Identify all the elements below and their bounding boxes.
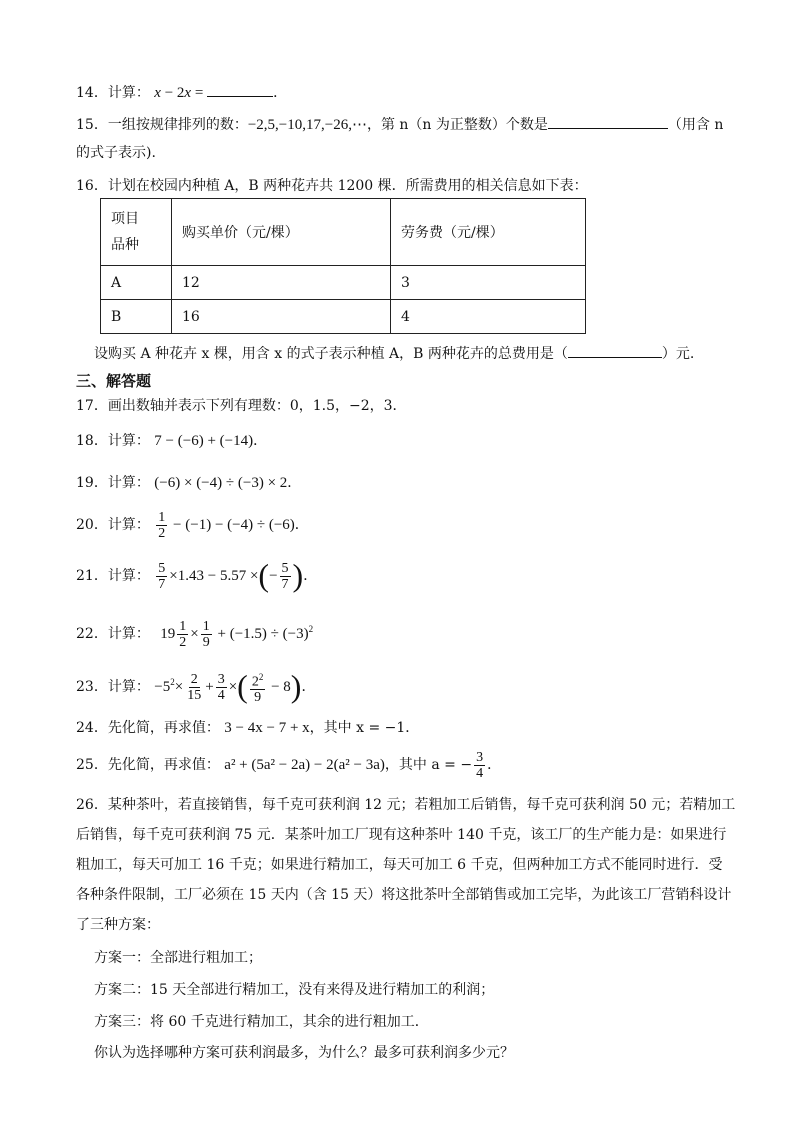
question-label: 先化简，再求值： xyxy=(107,720,220,736)
plan-3: 方案三：将 60 千克进行精加工，其余的进行粗加工． xyxy=(94,1014,429,1030)
paren-open: ( xyxy=(258,556,270,593)
plan-2: 方案二：15 天全部进行精加工，没有来得及进行精加工的利润； xyxy=(94,982,495,998)
math-rest: + (−1.5) ÷ (−3) xyxy=(213,626,309,642)
period: ． xyxy=(303,568,318,584)
math-rest: − (−1) − (−4) ÷ (−6) xyxy=(169,517,295,533)
table-row xyxy=(101,266,586,300)
question-number: 14． xyxy=(76,85,108,101)
var-x: x xyxy=(154,85,161,101)
math-op: × xyxy=(190,626,199,642)
math-sequence: −2,5,−10,17,−26,⋯ xyxy=(247,117,367,133)
question-16 xyxy=(76,176,588,196)
fraction-den: 9 xyxy=(254,690,262,706)
paren-close: ) xyxy=(290,667,302,704)
question-label: 先化简，再求值： xyxy=(107,757,220,773)
fraction-den: 4 xyxy=(217,688,225,704)
fraction xyxy=(185,672,203,703)
math-op: + xyxy=(205,679,214,695)
answer-blank[interactable] xyxy=(568,343,662,358)
fraction-num: 5 xyxy=(281,561,289,577)
table-cell: B xyxy=(101,300,172,334)
math-expression xyxy=(154,510,295,542)
question-condition: ，其中 a = − xyxy=(384,757,473,773)
fraction xyxy=(250,670,266,706)
question-25 xyxy=(76,748,501,782)
math-expression xyxy=(154,667,302,706)
fraction-den: 2 xyxy=(179,635,187,651)
period: ． xyxy=(273,85,288,101)
question-number: 25． xyxy=(76,757,108,773)
fraction xyxy=(156,510,167,541)
question-number: 21． xyxy=(76,568,108,584)
cost-table xyxy=(100,198,586,334)
table-cell: 16 xyxy=(172,300,391,334)
exponent: 2 xyxy=(170,677,175,687)
fraction xyxy=(474,750,485,781)
question-text: 画出数轴并表示下列有理数：0，1.5，−2，3． xyxy=(107,398,407,414)
math-expression xyxy=(154,85,207,101)
exponent: 2 xyxy=(308,624,314,634)
question-number: 17． xyxy=(76,398,108,414)
question-text: 的式子表示). xyxy=(76,145,156,161)
fraction xyxy=(201,619,212,650)
fraction-num: 3 xyxy=(217,672,225,688)
question-23 xyxy=(76,660,315,710)
question-label: 计算： xyxy=(107,475,150,491)
question-text: 计划在校园内种植 A，B 两种花卉共 1200 棵．所需费用的相关信息如下表： xyxy=(107,178,588,194)
fraction-den: 9 xyxy=(202,635,210,651)
question-17 xyxy=(76,396,407,416)
question-24 xyxy=(76,718,419,738)
question-15-cont xyxy=(76,143,156,163)
math-expression: (−6) × (−4) ÷ (−3) × 2 xyxy=(154,475,288,491)
mixed-whole: 19 xyxy=(160,626,176,642)
corner-top: 项目 xyxy=(111,211,139,227)
math-sign: − xyxy=(269,568,278,584)
fraction-den: 15 xyxy=(187,688,202,704)
fraction xyxy=(177,619,188,650)
question-19 xyxy=(76,473,301,493)
question-14 xyxy=(76,82,287,103)
math-expression: 3 − 4x − 7 + x xyxy=(224,720,310,736)
paren-close: ) xyxy=(292,556,304,593)
table-cell: 4 xyxy=(391,300,586,334)
table-header-row xyxy=(101,199,586,266)
period: ． xyxy=(487,757,502,773)
question-label: 计算： xyxy=(107,679,150,695)
question-text: 某种茶叶，若直接销售，每千克可获利润 12 元；若粗加工后销售，每千克可获利润 50 元；若精加工 xyxy=(107,797,736,813)
math-expression: 7 − (−6) + (−14) xyxy=(154,433,254,449)
table-cell: 3 xyxy=(391,266,586,300)
answer-blank[interactable] xyxy=(207,82,273,97)
question-text: （用含 n xyxy=(667,117,724,133)
math-lead: −5 xyxy=(154,679,171,695)
table-header-price: 购买单价（元/棵） xyxy=(172,199,391,266)
plan-1: 方案一：全部进行粗加工； xyxy=(94,950,262,966)
question-15 xyxy=(76,114,723,135)
question-text: 一组按规律排列的数： xyxy=(107,117,248,133)
math-expression xyxy=(154,556,304,593)
question-16-cont xyxy=(94,343,694,364)
question-label: 计算： xyxy=(107,85,150,101)
fraction-num: 3 xyxy=(476,749,484,765)
question-number: 15． xyxy=(76,117,108,133)
period: ． xyxy=(253,433,268,449)
fraction-den: 2 xyxy=(158,526,166,542)
question-26-line3: 粗加工，每天可加工 16 千克；如果进行精加工，每天可加工 6 千克，但两种加工方式不能同时进行．受 xyxy=(76,857,723,873)
table-header-labor: 劳务费（元/棵） xyxy=(391,199,586,266)
question-text: 设购买 A 种花卉 x 棵，用含 x 的式子表示种植 A，B 两种花卉的总费用是（ xyxy=(94,346,568,362)
math-expression xyxy=(160,619,314,651)
math-op: − 2 xyxy=(160,85,185,101)
math-expression: a² + (5a² − 2a) − 2(a² − 3a) xyxy=(224,757,385,773)
table-corner-cell xyxy=(101,199,172,266)
question-20 xyxy=(76,508,309,542)
table-row xyxy=(101,300,586,334)
answer-blank[interactable] xyxy=(548,114,668,129)
fraction-num: 1 xyxy=(179,619,187,635)
paren-open: ( xyxy=(237,667,248,704)
question-number: 26． xyxy=(76,797,108,813)
fraction xyxy=(216,672,227,703)
num-base: 2 xyxy=(251,674,259,690)
fraction-num: 5 xyxy=(158,561,166,577)
fraction-num xyxy=(250,670,266,691)
question-label: 计算： xyxy=(107,433,150,449)
question-label: 计算： xyxy=(107,626,150,642)
fraction-den: 7 xyxy=(281,577,289,593)
question-number: 20． xyxy=(76,517,108,533)
fraction-num: 1 xyxy=(202,619,210,635)
var-x: x xyxy=(184,85,192,101)
period: ． xyxy=(294,517,309,533)
fraction-den: 7 xyxy=(158,577,166,593)
question-18 xyxy=(76,431,267,451)
period: ． xyxy=(301,679,316,695)
question-22 xyxy=(76,612,313,651)
question-26-line5: 了三种方案： xyxy=(76,917,160,933)
math-mid: ×1.43 − 5.57 × xyxy=(169,568,259,584)
question-number: 19． xyxy=(76,475,108,491)
question-label: 计算： xyxy=(107,568,150,584)
period: ． xyxy=(287,475,302,491)
exponent: 2 xyxy=(258,671,264,682)
table-cell: 12 xyxy=(172,266,391,300)
corner-bottom: 品种 xyxy=(111,237,139,253)
fraction-den: 4 xyxy=(476,765,484,781)
question-number: 18． xyxy=(76,433,108,449)
math-rest: − 8 xyxy=(267,679,291,695)
question-number: 24． xyxy=(76,720,108,736)
fraction-num: 1 xyxy=(158,510,166,526)
question-21 xyxy=(76,556,317,597)
question-number: 22． xyxy=(76,626,108,642)
fraction xyxy=(156,561,167,592)
question-number: 16． xyxy=(76,178,108,194)
math-op: × xyxy=(174,679,184,695)
fraction-num: 2 xyxy=(190,672,198,688)
question-26-line2: 后销售，每千克可获利润 75 元．某茶叶加工厂现有这种茶叶 140 千克，该工厂的生产能力是：如果进行 xyxy=(76,827,727,843)
math-eq: = xyxy=(191,85,208,101)
table-cell: A xyxy=(101,266,172,300)
section-heading: 三、解答题 xyxy=(76,372,152,390)
question-number: 23． xyxy=(76,679,108,695)
question-text: ，第 n（n 为正整数）个数是 xyxy=(366,117,548,133)
question-condition: ，其中 x = −1． xyxy=(309,720,420,736)
fraction xyxy=(280,561,291,592)
question-label: 计算： xyxy=(107,517,150,533)
math-op: × xyxy=(228,679,238,695)
question-26-line1 xyxy=(76,795,735,815)
question-text: ）元. xyxy=(661,346,695,362)
final-question: 你认为选择哪种方案可获利润最多，为什么？最多可获利润多少元？ xyxy=(94,1045,514,1061)
question-26-line4: 各种条件限制，工厂必须在 15 天内（含 15 天）将这批茶叶全部销售或加工完毕，为此该工厂营销科设计 xyxy=(76,887,732,903)
